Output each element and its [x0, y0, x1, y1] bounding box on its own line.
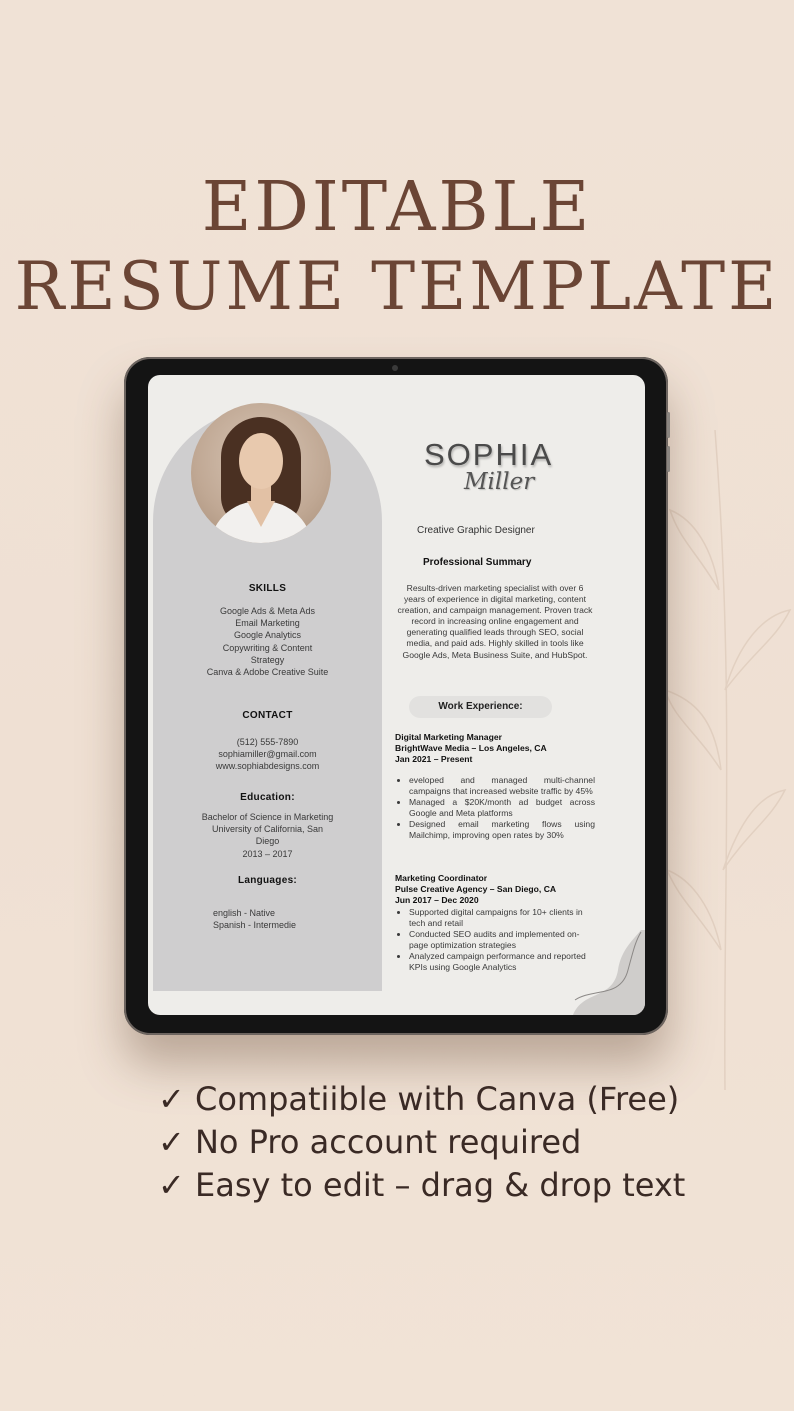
contact-list: [153, 736, 382, 773]
job-company: Pulse Creative Agency – San Diego, CA: [395, 884, 557, 894]
headline-line2: RESUME TEMPLATE: [14, 248, 780, 325]
job-bullets: [395, 775, 595, 840]
skill-item: Canva & Adobe Creative Suite: [206, 667, 329, 678]
wave-decoration-icon: [573, 930, 645, 1015]
job-bullets: [395, 907, 595, 972]
job-entry: [395, 873, 595, 972]
leaf-decoration-icon: [655, 390, 794, 1090]
side-button: [667, 446, 670, 472]
job-dates: Jun 2017 – Dec 2020: [395, 895, 479, 905]
summary-text: Results-driven marketing specialist with over 6 years of experience in digital marketing, content creation, and campaign management. Proven track record in increasing online engagement and generating qualified leads through SEO, social media, and paid ads. Highly skilled in tools like Google Ads, Meta Business Suite, and HubSpot.: [397, 583, 593, 660]
job-bullet: • Analyzed campaign performance and reported KPIs using Google Analytics: [409, 951, 595, 973]
side-button: [667, 412, 670, 438]
job-bullet: • Managed a $20K/month ad budget across Google and Meta platforms: [409, 797, 595, 819]
last-name: Miller: [464, 469, 535, 495]
education-line: University of California, San: [211, 824, 324, 835]
skill-item: Strategy: [250, 654, 285, 665]
job-dates: Jan 2021 – Present: [395, 754, 473, 764]
skill-item: Google Ads & Meta Ads: [219, 606, 316, 616]
summary-heading: Professional Summary: [423, 557, 532, 568]
job-bullet: • Designed email marketing flows using Mailchimp, improving open rates by 30%: [409, 819, 595, 841]
languages-heading: Languages:: [237, 875, 298, 886]
feature-canva-compatible: ✓ Compatiible with Canva (Free): [158, 1080, 680, 1118]
job-company: BrightWave Media – Los Angeles, CA: [395, 743, 547, 753]
skills-heading: SKILLS: [248, 583, 287, 594]
education-heading: Education:: [240, 792, 295, 803]
job-bullet: • eveloped and managed multi-channel campaigns that increased website traffic by 45%: [409, 775, 595, 797]
resume-screen: [148, 375, 645, 1015]
language-item: english - Native: [213, 908, 276, 918]
job-bullet: • Conducted SEO audits and implemented on-page optimization strategies: [409, 929, 595, 951]
contact-heading: CONTACT: [242, 710, 293, 721]
job-bullet: • Supported digital campaigns for 10+ clients in tech and retail: [409, 907, 595, 929]
first-name: SOPHIA: [424, 437, 554, 472]
language-item: Spanish - Intermedie: [213, 920, 297, 930]
education-line: 2013 – 2017: [242, 848, 293, 859]
skill-item: Email Marketing: [235, 618, 300, 629]
headline-line1: EDITABLE: [201, 168, 593, 247]
contact-phone: (512) 555-7890: [236, 737, 299, 747]
feature-no-pro-account: ✓ No Pro account required: [158, 1123, 582, 1161]
education-line: Bachelor of Science in Marketing: [201, 812, 334, 822]
skills-list: [153, 605, 382, 678]
feature-easy-to-edit: ✓ Easy to edit – drag & drop text: [158, 1166, 686, 1204]
contact-website: www.sophiabdesigns.com: [215, 761, 320, 772]
profile-photo: [191, 403, 331, 543]
contact-email: sophiamiller@gmail.com: [218, 749, 317, 760]
education-list: [153, 811, 382, 860]
skill-item: Copywriting & Content: [222, 642, 313, 653]
languages-list: [213, 907, 296, 931]
work-experience-heading: Work Experience:: [409, 696, 552, 718]
skill-item: Google Analytics: [233, 630, 302, 641]
job-entry: [395, 732, 595, 840]
job-role: Marketing Coordinator: [395, 873, 488, 883]
job-role: Digital Marketing Manager: [395, 732, 502, 742]
camera-icon: [392, 365, 398, 371]
job-title: Creative Graphic Designer: [417, 525, 535, 536]
education-line: Diego: [255, 836, 280, 847]
